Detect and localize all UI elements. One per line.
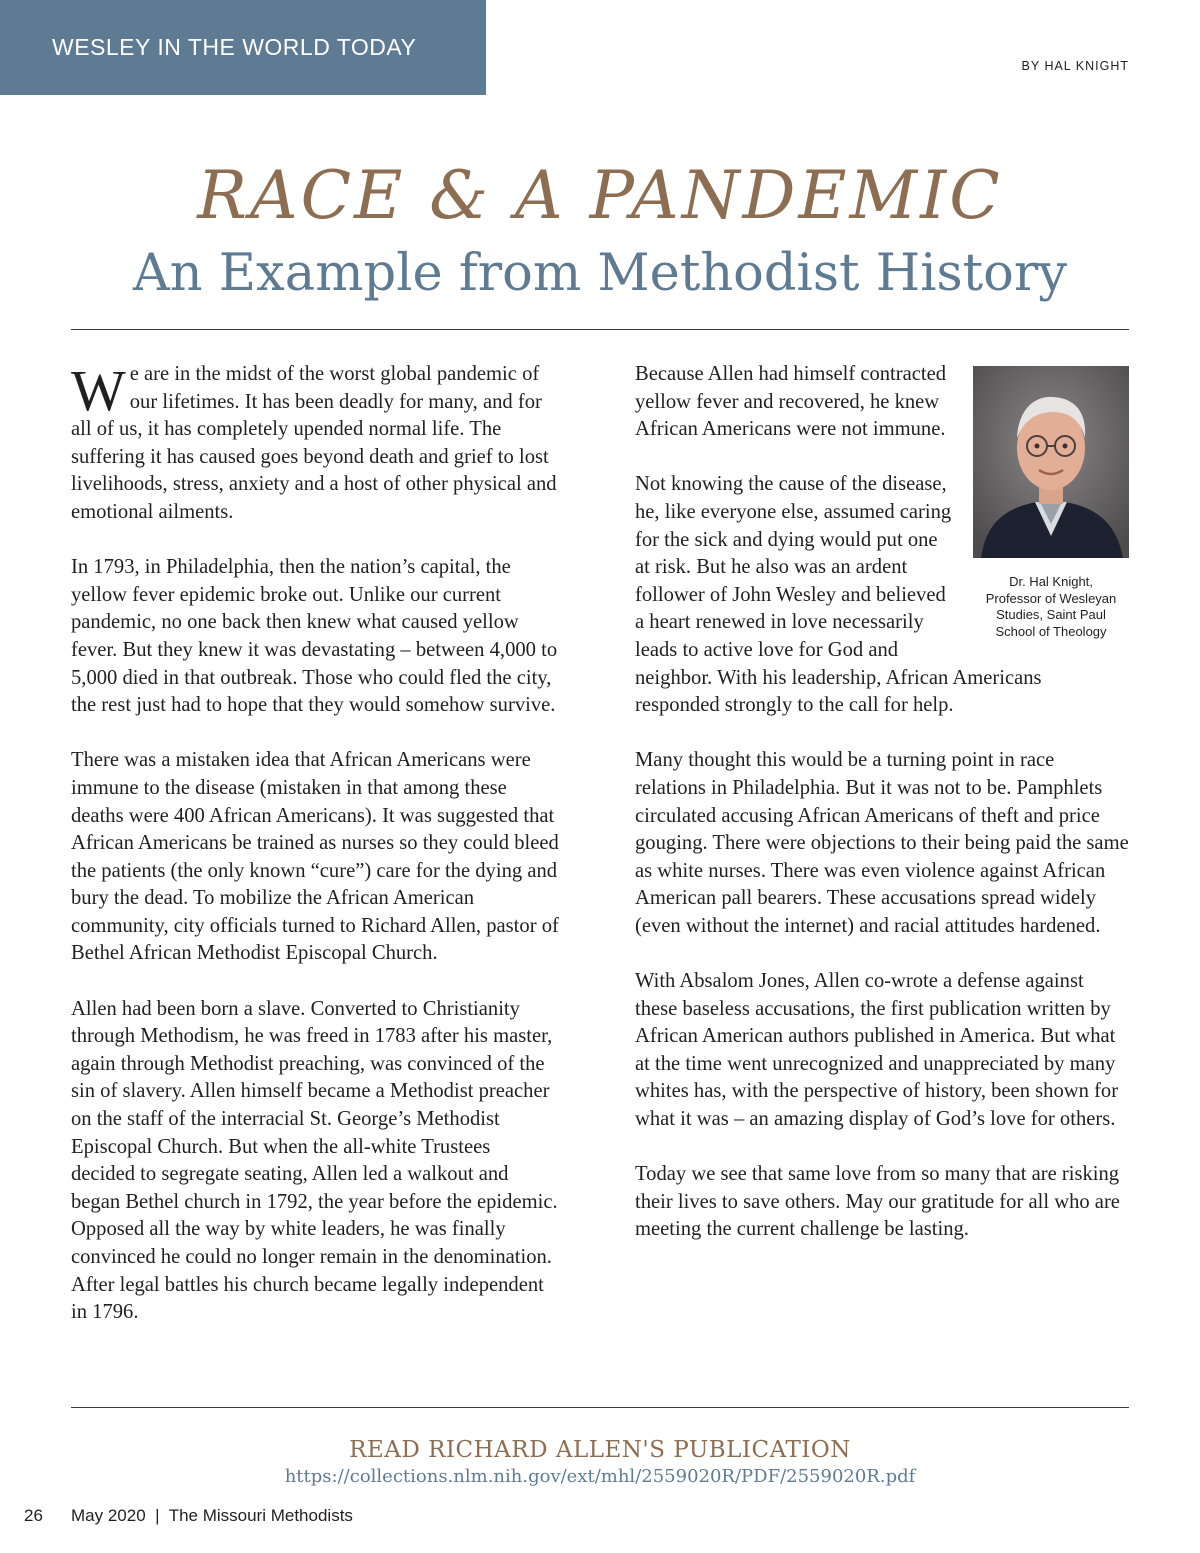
photo-caption: Dr. Hal Knight, Professor of Wesleyan Studies, Saint Paul School of Theology xyxy=(985,574,1117,639)
paragraph: With Absalom Jones, Allen co-wrote a defense against these baseless accusations, the first publication written by African American authors published in America. But what at the time went unrecognized and unappreciated by many whites has, with the perspective of history, been shown for what it was – an amazing display of God’s love for others. xyxy=(635,970,1119,1131)
paragraph: Not knowing the cause of the disease, he, like everyone else, assumed caring for the sick and dying would put one at risk. But he also was an ardent follower of John Wesley and believed a heart renewed in love necessarily leads to active love for God and neighbor. With his leadership, African Americans responded strongly to the call for help. xyxy=(635,473,1042,717)
paragraph: There was a mistaken idea that African Americans were immune to the disease (mistaken in that among these deaths were 400 African Americans). It was suggested that African Americans be trained as nurses so they could bleed the patients (the only known “cure”) care for the dying and bury the dead. To mobilize the African American community, city officials turned to Richard Allen, pastor of Bethel African Methodist Episcopal Church. xyxy=(71,749,559,965)
article-title: RACE & A PANDEMIC xyxy=(197,157,1003,234)
article-subtitle: An Example from Methodist History xyxy=(132,244,1068,303)
page-number: 26 xyxy=(24,1506,43,1525)
paragraph: Because Allen had himself contracted yellow fever and recovered, he knew African Americans were not immune. xyxy=(635,363,947,441)
issue-date: May 2020 xyxy=(71,1506,146,1525)
bottom-divider xyxy=(71,1407,1129,1408)
paragraph: Many thought this would be a turning point in race relations in Philadelphia. But it was not to be. Pamphlets circulated accusing African Americans of theft and price gouging. There were objections to their being paid the same as white nurses. There was even violence against African American pall bearers. These accusations spread widely (even without the internet) and racial attitudes hardened. xyxy=(635,749,1129,937)
publication-name: The Missouri Methodists xyxy=(168,1506,353,1525)
author-photo xyxy=(973,366,1129,558)
footer-separator: | xyxy=(155,1506,160,1525)
section-label: WESLEY IN THE WORLD TODAY xyxy=(0,0,486,95)
publication-callout-heading: READ RICHARD ALLEN'S PUBLICATION xyxy=(349,1437,851,1463)
top-divider xyxy=(71,329,1129,330)
publication-link[interactable]: https://collections.nlm.nih.gov/ext/mhl/2559020R/PDF/2559020R.pdf xyxy=(284,1466,916,1487)
left-column xyxy=(71,358,559,1354)
portrait-illustration xyxy=(973,366,1129,558)
drop-cap: W xyxy=(71,358,126,423)
paragraph: Today we see that same love from so many that are risking their lives to save others. May our gratitude for all who are meeting the current challenge be lasting. xyxy=(635,1163,1120,1241)
paragraph: In 1793, in Philadelphia, then the nation’s capital, the yellow fever epidemic broke out. Unlike our current pandemic, no one back then knew what caused yellow fever. But they knew it was devastating – between 4,000 to 5,000 died in that outbreak. Those who could fled the city, the rest just had to hope that they would somehow survive. xyxy=(71,556,558,717)
byline: BY HAL KNIGHT xyxy=(1021,59,1129,73)
paragraph: Allen had been born a slave. Converted to Christianity through Methodism, he was freed in 1783 after his master, again through Methodist preaching, was convinced of the sin of slavery. Allen himself became a Methodist preacher on the staff of the interracial St. George’s Methodist Episcopal Church. But when the all-white Trustees decided to segregate seating, Allen led a walkout and began Bethel church in 1792, the year before the epidemic. Opposed all the way by white leaders, he was finally convinced he could no longer remain in the denomination. After legal battles his church became legally independent in 1796. xyxy=(71,997,558,1324)
page-footer xyxy=(24,1506,353,1526)
paragraph: We are in the midst of the worst global pandemic of our lifetimes. It has been deadly for many, and for all of us, it has completely upended normal life. The suffering it has caused goes beyond death and grief to lost livelihoods, stress, anxiety and a host of other physical and emotional ailments. xyxy=(71,358,557,523)
